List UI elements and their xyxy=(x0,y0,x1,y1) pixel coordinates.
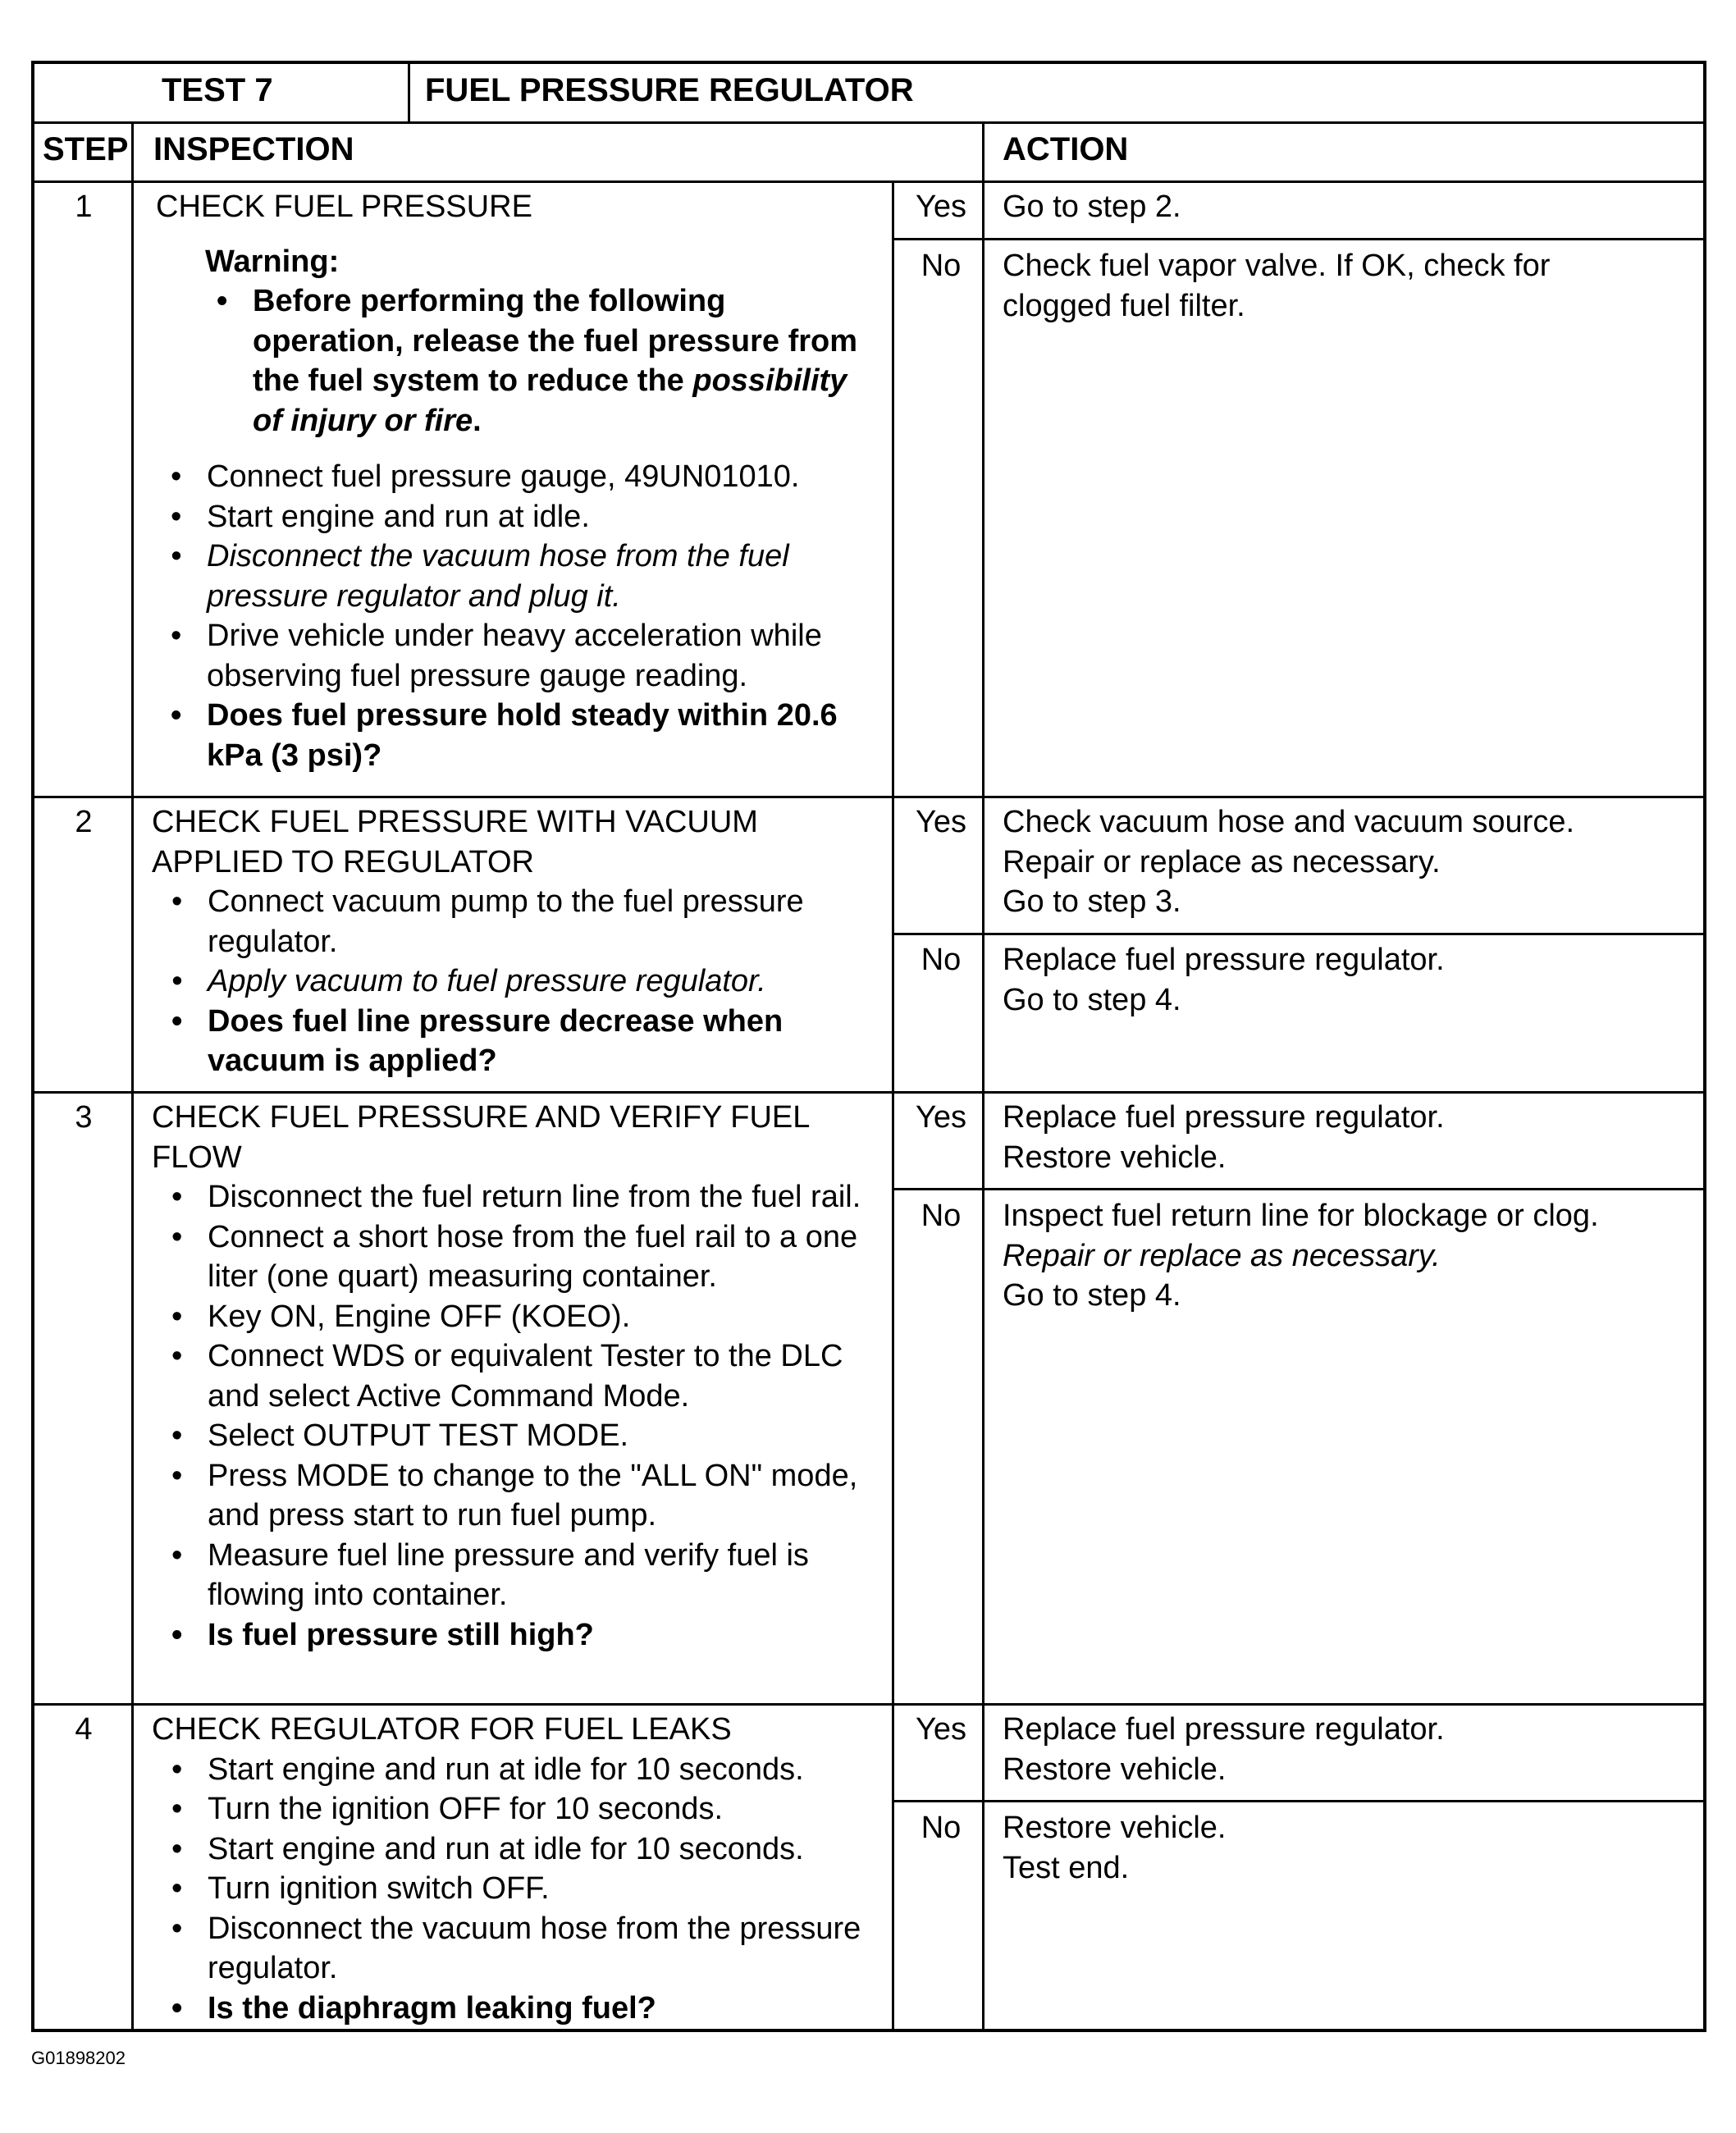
check-list xyxy=(152,882,882,1081)
list-item: • Select OUTPUT TEST MODE. xyxy=(152,1416,882,1456)
check-list xyxy=(152,1750,882,2029)
step-title: CHECK FUEL PRESSURE xyxy=(156,190,532,224)
warning-list xyxy=(197,281,878,441)
list-item: • Is fuel pressure still high? xyxy=(152,1615,882,1656)
list-item: • Connect vacuum pump to the fuel pressure regulator. xyxy=(152,882,882,961)
step-inspection xyxy=(152,802,882,1081)
step-row-4 xyxy=(34,1703,1703,2030)
check-list xyxy=(151,457,878,775)
step-title: CHECK FUEL PRESSURE AND VERIFY FUEL FLOW xyxy=(152,1100,810,1175)
no-action: Inspect fuel return line for blockage or clog. Repair or replace as necessary. Go to step 4. xyxy=(1003,1199,1599,1313)
list-item: • Connect a short hose from the fuel rail to a one liter (one quart) measuring container. xyxy=(152,1217,882,1297)
no-action: Restore vehicle. Test end. xyxy=(1003,1811,1227,1885)
step-title: CHECK FUEL PRESSURE WITH VACUUM APPLIED TO REGULATOR xyxy=(152,805,758,879)
step-number: 1 xyxy=(75,190,93,224)
list-item: • Is the diaphragm leaking fuel? xyxy=(152,1989,882,2029)
no-label: No xyxy=(921,943,962,977)
list-item: • Key ON, Engine OFF (KOEO). xyxy=(152,1297,882,1337)
list-item: • Connect fuel pressure gauge, 49UN01010. xyxy=(151,457,878,497)
column-header-row xyxy=(34,121,1703,183)
no-label: No xyxy=(921,249,962,283)
no-action: Replace fuel pressure regulator. Go to step 4. xyxy=(1003,943,1445,1017)
list-item: • Start engine and run at idle for 10 seconds. xyxy=(152,1750,882,1790)
figure-id: G01898202 xyxy=(31,2048,126,2068)
list-item: • Measure fuel line pressure and verify fuel is flowing into container. xyxy=(152,1536,882,1615)
no-action: Check fuel vapor valve. If OK, check for clogged fuel filter. xyxy=(1003,249,1551,323)
list-item: • Start engine and run at idle. xyxy=(151,497,878,537)
yes-action: Replace fuel pressure regulator. Restore vehicle. xyxy=(1003,1100,1445,1175)
list-item: • Press MODE to change to the "ALL ON" mode, and press start to run fuel pump. xyxy=(152,1456,882,1536)
step-inspection xyxy=(152,1710,882,2028)
step-number: 3 xyxy=(75,1100,93,1135)
check-list xyxy=(152,1177,882,1655)
list-item: • Turn ignition switch OFF. xyxy=(152,1869,882,1909)
warning-item: • Before performing the following operation, release the fuel pressure from the fuel system to reduce the possibility of injury or fire. xyxy=(197,281,878,441)
list-item: • Disconnect the vacuum hose from the pressure regulator. xyxy=(152,1909,882,1989)
yes-label: Yes xyxy=(916,1100,966,1135)
step-title: CHECK REGULATOR FOR FUEL LEAKS xyxy=(152,1712,732,1747)
yes-action: Check vacuum hose and vacuum source. Repair or replace as necessary. Go to step 3. xyxy=(1003,805,1575,919)
no-label: No xyxy=(921,1199,962,1233)
test-label: TEST 7 xyxy=(162,72,273,108)
col-step: STEP xyxy=(43,131,129,167)
step-row-1 xyxy=(34,180,1703,798)
diagnostic-table xyxy=(31,61,1706,2032)
col-inspection: INSPECTION xyxy=(153,131,354,167)
col-action: ACTION xyxy=(1003,131,1129,167)
test-title: FUEL PRESSURE REGULATOR xyxy=(425,72,914,108)
yes-label: Yes xyxy=(916,1712,966,1747)
yes-action: Go to step 2. xyxy=(1003,190,1181,224)
warning-block xyxy=(156,242,878,441)
yes-action: Replace fuel pressure regulator. Restore vehicle. xyxy=(1003,1712,1445,1787)
list-item: • Connect WDS or equivalent Tester to the DLC and select Active Command Mode. xyxy=(152,1336,882,1416)
list-item: • Disconnect the fuel return line from the fuel rail. xyxy=(152,1177,882,1217)
list-item: • Turn the ignition OFF for 10 seconds. xyxy=(152,1789,882,1829)
yes-label: Yes xyxy=(916,805,966,839)
step-inspection xyxy=(152,1098,882,1655)
warning-label: Warning: xyxy=(205,244,340,279)
step-number: 2 xyxy=(75,805,93,839)
list-item: • Drive vehicle under heavy acceleration while observing fuel pressure gauge reading. xyxy=(151,616,878,696)
step-number: 4 xyxy=(75,1712,93,1747)
list-item: • Does fuel line pressure decrease when vacuum is applied? xyxy=(152,1002,882,1081)
step-row-2 xyxy=(34,796,1703,1094)
list-item: • Apply vacuum to fuel pressure regulator. xyxy=(152,961,882,1002)
list-item: • Start engine and run at idle for 10 seconds. xyxy=(152,1829,882,1870)
list-item: • Disconnect the vacuum hose from the fuel pressure regulator and plug it. xyxy=(151,537,878,616)
yes-label: Yes xyxy=(916,190,966,224)
step-inspection xyxy=(156,187,878,775)
list-item: • Does fuel pressure hold steady within 20.6 kPa (3 psi)? xyxy=(151,696,878,775)
no-label: No xyxy=(921,1811,962,1845)
title-row xyxy=(34,64,1703,124)
step-row-3 xyxy=(34,1091,1703,1706)
